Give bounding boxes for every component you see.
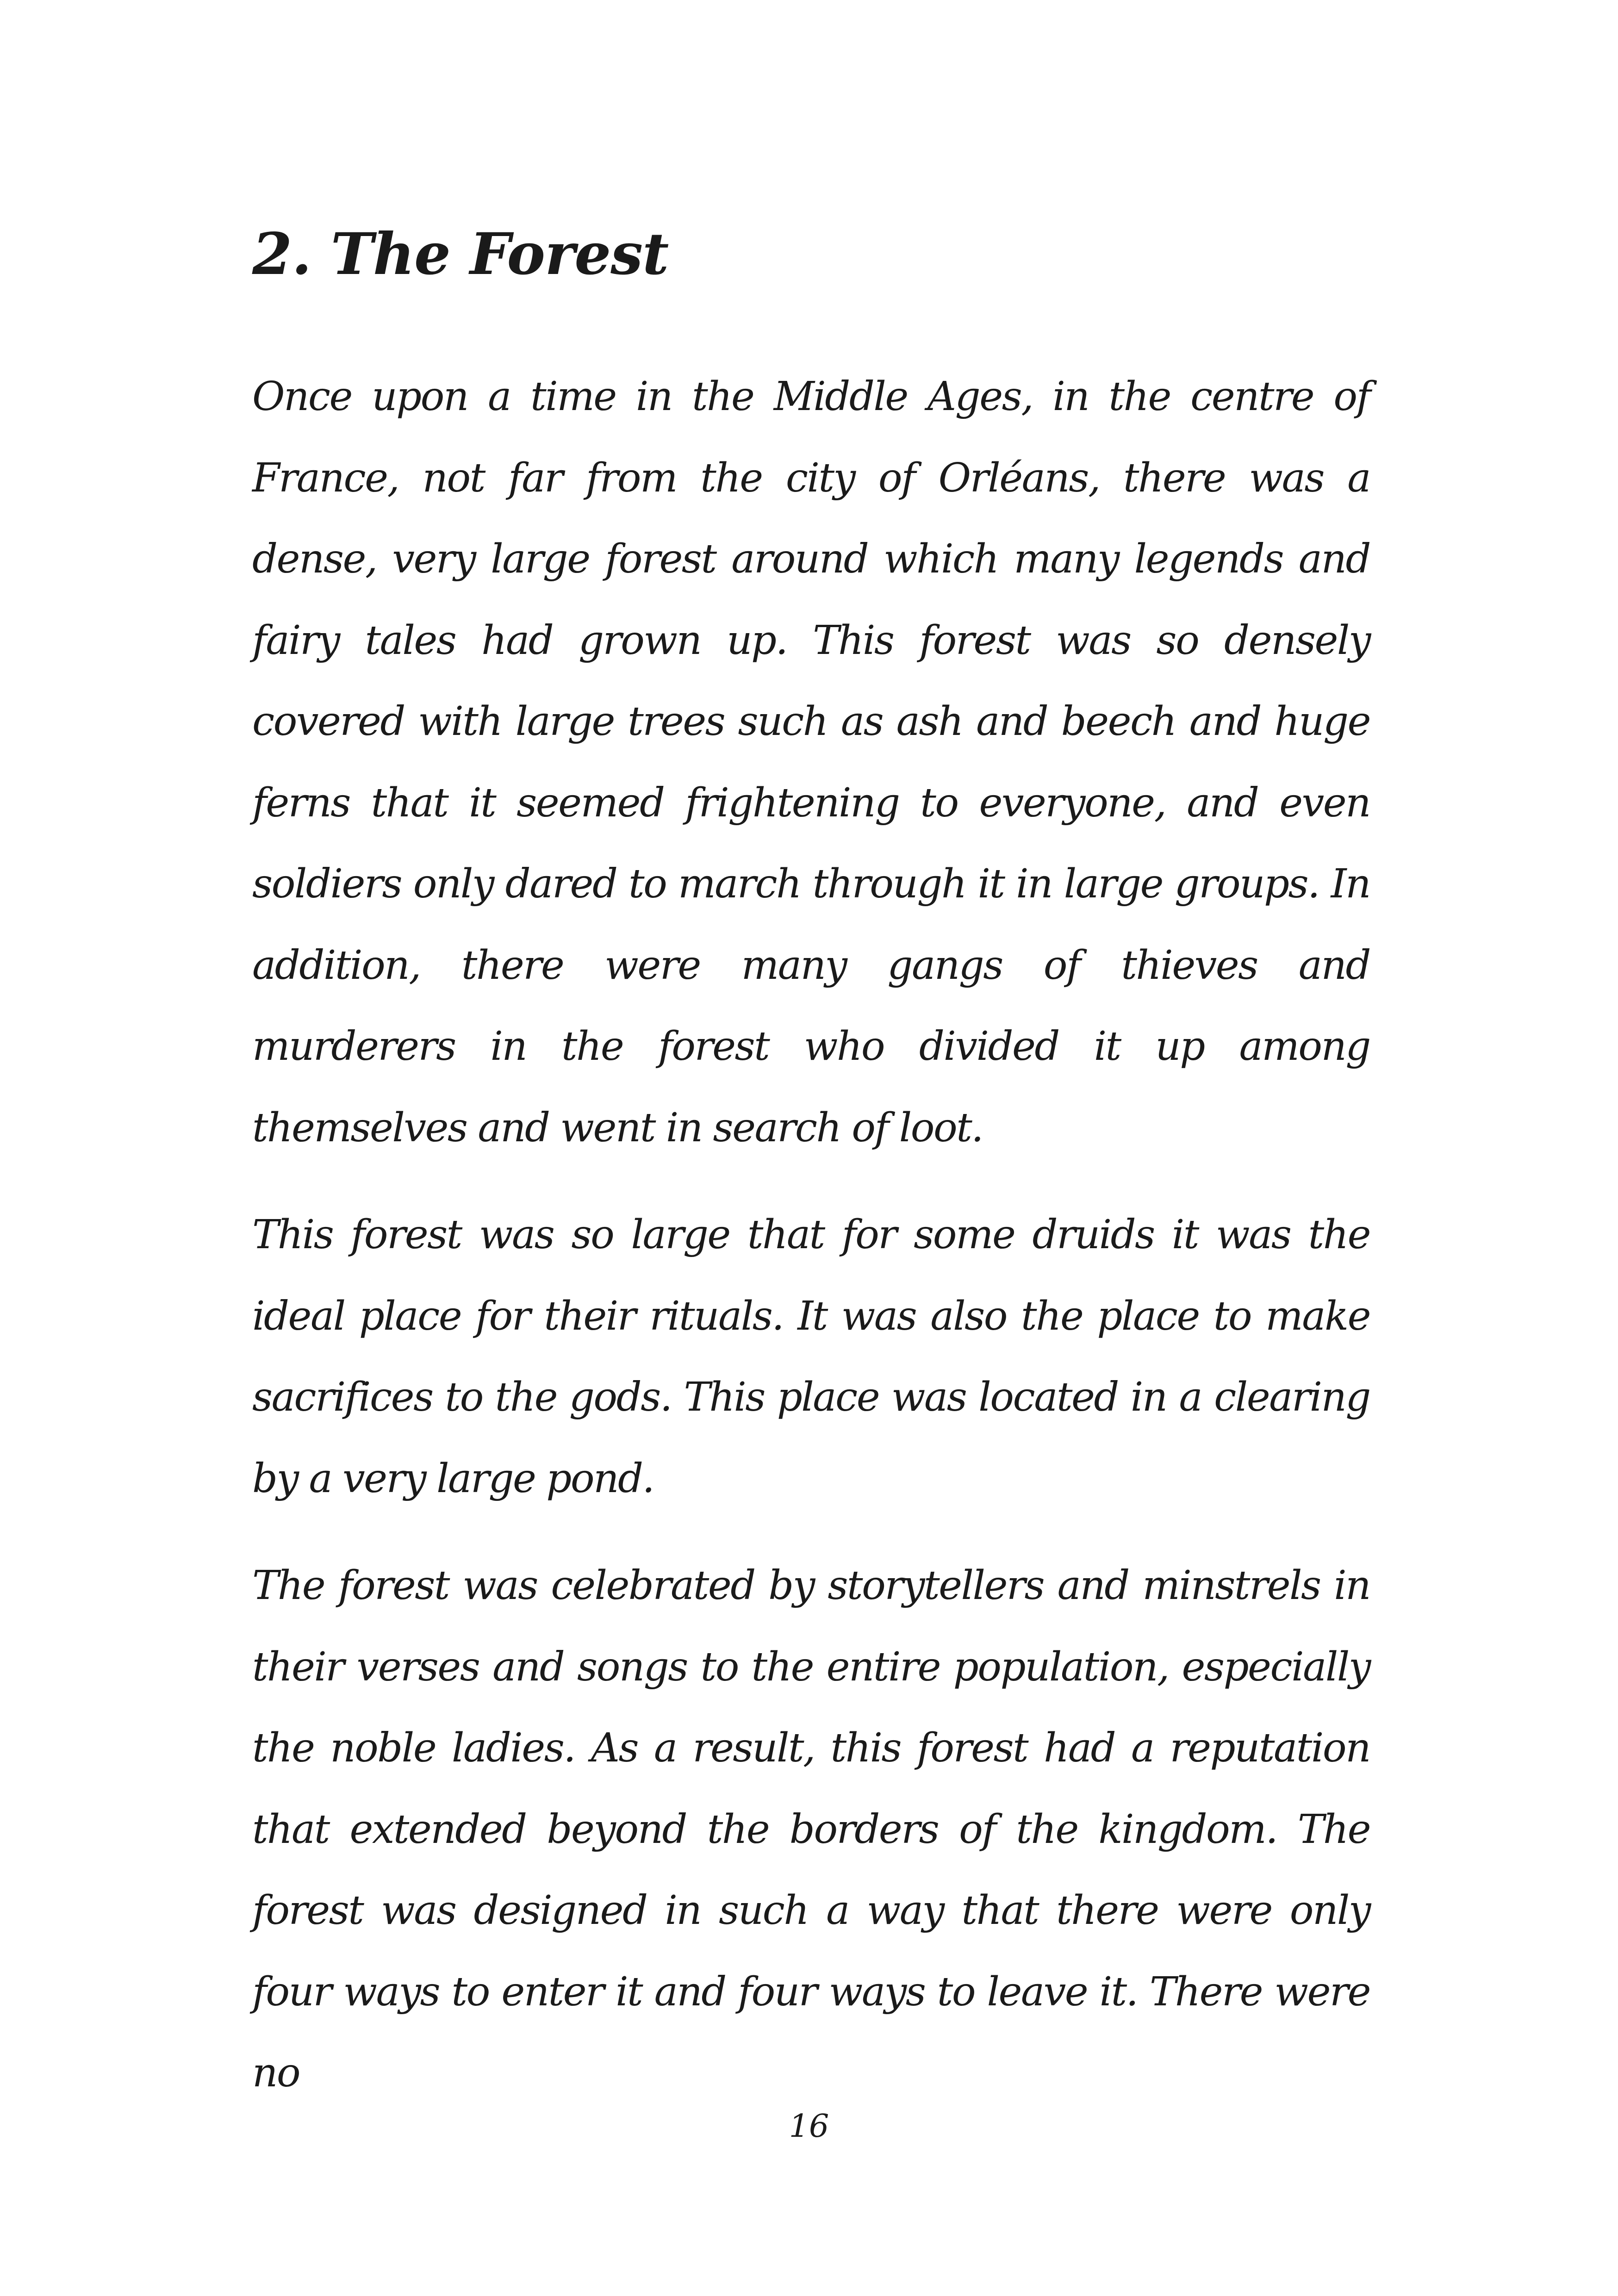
paragraph: The forest was celebrated by storytellers and minstrels in their verses and songs to the entire population, especially the noble ladies. As a result, this forest had a reputation that extended beyond the borders of the kingdom. The forest was designed in such a way that there were only four ways to enter it and four ways to leave it. There were no	[252, 1562, 1370, 2096]
chapter-title: 2. The Forest	[252, 221, 669, 288]
paragraph: Once upon a time in the Middle Ages, in the centre of France, not far from the city of Orléans, there was a dense, very large forest around which many legends and fairy tales had grown up. This forest was so densely covered with large trees such as ash and beech and huge ferns that it seemed frightening to everyone, and even soldiers only dared to march through it in large groups. In addition, there were many gangs of thieves and murderers in the forest who divided it up among themselves and went in search of loot.	[252, 373, 1370, 1151]
paragraph: This forest was so large that for some druids it was the ideal place for their rituals. It was also the place to make sacrifices to the gods. This place was located in a clearing by a very large pond.	[252, 1212, 1370, 1502]
chapter-body	[252, 356, 1370, 2140]
page-number: 16	[789, 2108, 829, 2145]
